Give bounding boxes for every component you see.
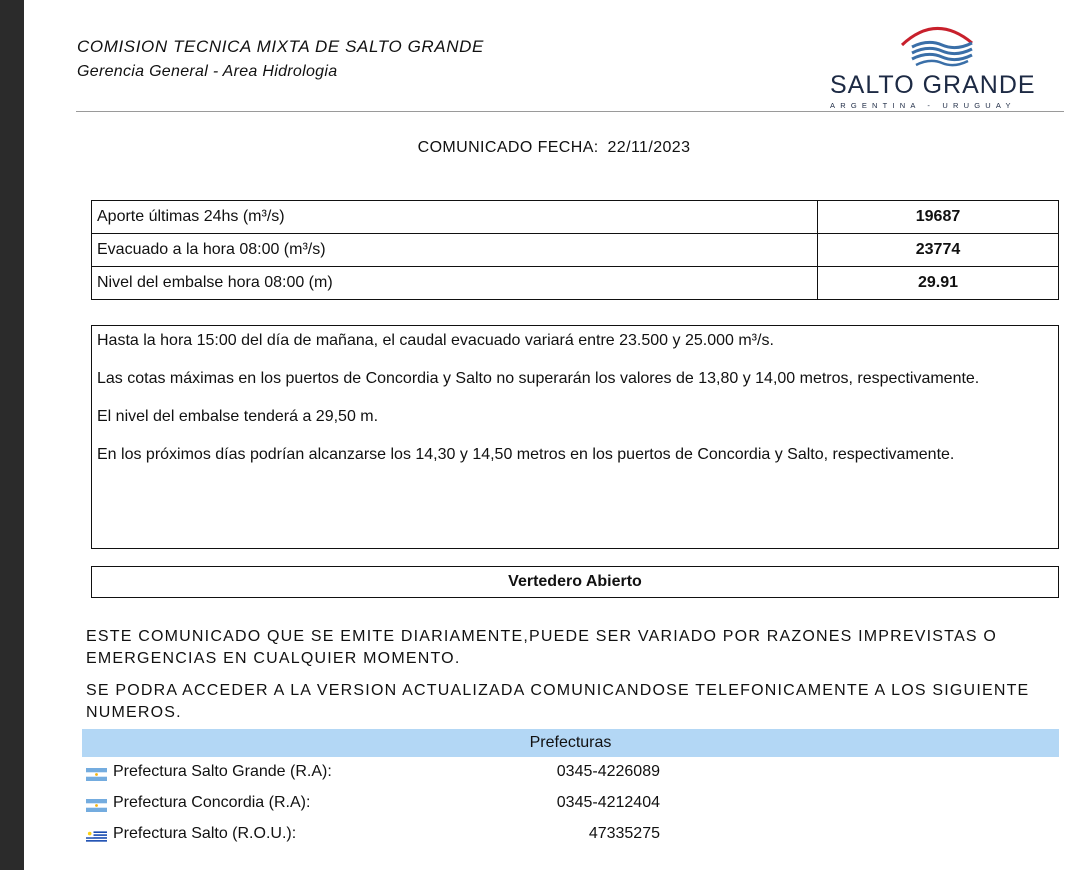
note-paragraph: El nivel del embalse tenderá a 29,50 m. [97, 408, 379, 425]
uruguay-flag-icon [86, 830, 107, 843]
prefectura-row [84, 825, 724, 855]
prefectura-row [84, 794, 724, 824]
value-cell: 29.91 [818, 267, 1059, 300]
prefectura-row [84, 763, 724, 793]
disclaimer-paragraph: SE PODRA ACCEDER A LA VERSION ACTUALIZADA COMUNICANDOSE TELEFONICAMENTE A LOS SIGUIENTE NUMEROS. [86, 682, 1030, 721]
document-page [24, 0, 1080, 870]
organization-name: COMISION TECNICA MIXTA DE SALTO GRANDE [77, 37, 484, 56]
date-label: COMUNICADO FECHA: [417, 139, 599, 156]
value-label: Nivel del embalse hora 08:00 (m) [92, 267, 818, 300]
note-paragraph: En los próximos días podrían alcanzarse los 14,30 y 14,50 metros en los puertos de Concordia y Salto, respectivamente. [97, 446, 955, 463]
logo-wordmark: SALTO GRANDE [830, 71, 1036, 99]
value-cell: 23774 [818, 234, 1059, 267]
prefectura-phone[interactable]: 0345-4212404 [556, 794, 660, 811]
spillway-status: Vertedero Abierto [91, 566, 1059, 598]
argentina-flag-icon [86, 799, 107, 812]
table-row [92, 234, 1059, 267]
note-paragraph: Hasta la hora 15:00 del día de mañana, el caudal evacuado variará entre 23.500 y 25.000 m³/s. [97, 332, 774, 349]
prefectura-name: Prefectura Salto Grande (R.A): [113, 763, 332, 780]
disclaimer-paragraph: ESTE COMUNICADO QUE SE EMITE DIARIAMENTE,PUEDE SER VARIADO POR RAZONES IMPREVISTAS O EMERGENCIAS EN CUALQUIER MOMENTO. [86, 628, 997, 667]
prefecturas-heading: Prefecturas [82, 729, 1059, 757]
prefectura-name: Prefectura Concordia (R.A): [113, 794, 311, 811]
hydrology-values-table [91, 200, 1059, 300]
forecast-notes [91, 325, 1059, 549]
note-paragraph: Las cotas máximas en los puertos de Concordia y Salto no superarán los valores de 13,80 y 14,00 metros, respectivamente. [97, 370, 980, 387]
prefectura-phone[interactable]: 0345-4226089 [556, 763, 660, 780]
prefectura-name: Prefectura Salto (R.O.U.): [113, 825, 297, 842]
communique-date [24, 139, 1080, 157]
header-divider [76, 111, 1064, 112]
table-row [92, 201, 1059, 234]
department-name: Gerencia General - Area Hidrologia [77, 63, 338, 80]
logo-subtitle: ARGENTINA - URUGUAY [830, 101, 1016, 110]
value-cell: 19687 [818, 201, 1059, 234]
salto-grande-logo [824, 15, 1044, 110]
prefectura-phone[interactable]: 47335275 [588, 825, 660, 842]
table-row [92, 267, 1059, 300]
logo-waves-icon [824, 15, 1044, 71]
value-label: Evacuado a la hora 08:00 (m³/s) [92, 234, 818, 267]
value-label: Aporte últimas 24hs (m³/s) [92, 201, 818, 234]
date-value: 22/11/2023 [607, 139, 691, 156]
argentina-flag-icon [86, 768, 107, 781]
